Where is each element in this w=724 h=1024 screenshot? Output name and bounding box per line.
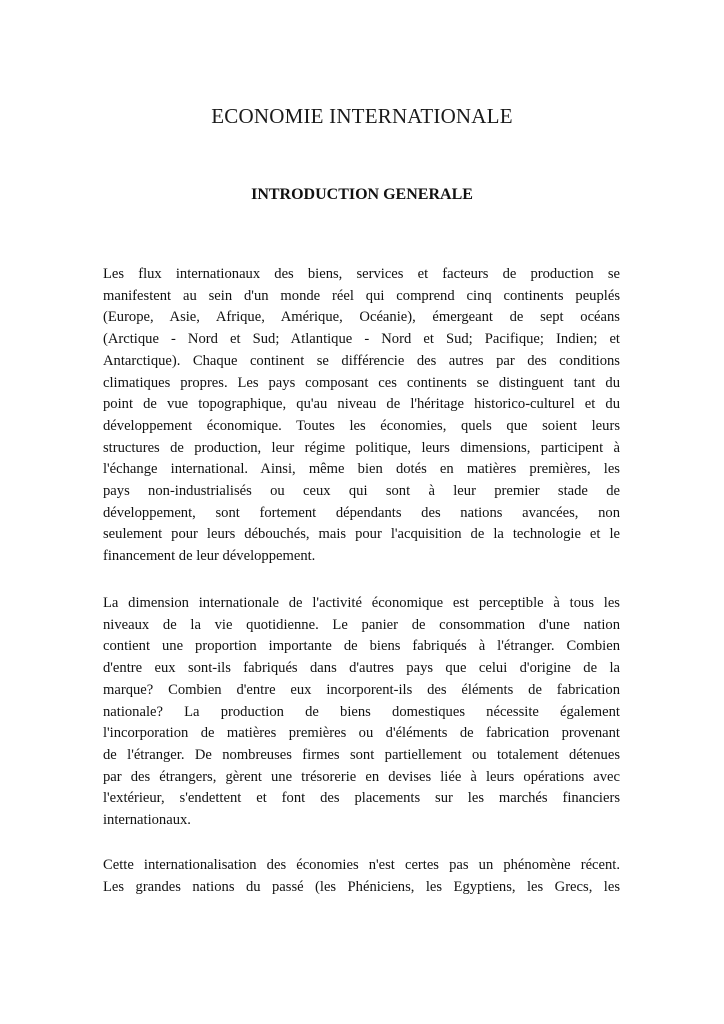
paragraph-line: seulement pour leurs débouchés, mais pour l'acquisition de la technologie et le: [103, 526, 620, 543]
paragraph-line: Cette internationalisation des économies n'est certes pas un phénomène récent.: [103, 857, 620, 873]
paragraph-line: de l'étranger. De nombreuses firmes sont partiellement ou totalement détenues: [103, 746, 620, 763]
paragraph-line: financement de leur développement.: [103, 548, 316, 565]
paragraph-line: structures de production, leur régime politique, leurs dimensions, participent à: [103, 439, 620, 456]
paragraph-line: niveaux de la vie quotidienne. Le panier de consommation d'une nation: [103, 616, 620, 633]
paragraph-line: développement, sont fortement dépendants des nations avancées, non: [103, 504, 620, 521]
paragraph-line: Antarctique). Chaque continent se différencie des autres par des conditions: [103, 352, 620, 369]
paragraph-2: [103, 593, 620, 832]
paragraph-line: climatiques propres. Les pays composant ces continents se distinguent tant du: [103, 374, 620, 391]
paragraph-line: (Arctique - Nord et Sud; Atlantique - Nord et Sud; Pacifique; Indien; et: [103, 331, 620, 348]
paragraph-line: d'entre eux sont-ils fabriqués dans d'autres pays que celui d'origine de la: [103, 660, 620, 677]
paragraph-line: Les grandes nations du passé (les Phéniciens, les Egyptiens, les Grecs, les: [103, 878, 620, 895]
paragraph-line: internationaux.: [103, 812, 191, 829]
paragraph-line: (Europe, Asie, Afrique, Amérique, Océanie), émergeant de sept océans: [103, 309, 620, 326]
paragraph-line: La dimension internationale de l'activité économique est perceptible à tous les: [103, 595, 620, 611]
paragraph-line: par des étrangers, gèrent une trésorerie en devises liée à leurs opérations avec: [103, 768, 620, 785]
paragraph-line: point de vue topographique, qu'au niveau de l'héritage historico-culturel et du: [103, 396, 620, 413]
paragraph-line: développement économique. Toutes les économies, quels que soient leurs: [103, 417, 620, 434]
paragraph-line: manifestent au sein d'un monde réel qui comprend cinq continents peuplés: [103, 287, 620, 304]
paragraph-line: l'extérieur, s'endettent et font des placements sur les marchés financiers: [103, 790, 620, 807]
paragraph-3: [103, 855, 620, 898]
paragraph-line: contient une proportion importante de biens fabriqués à l'étranger. Combien: [103, 638, 620, 655]
paragraph-1: [103, 264, 620, 568]
paragraph-line: marque? Combien d'entre eux incorporent-ils des éléments de fabrication: [103, 681, 620, 698]
section-heading: INTRODUCTION GENERALE: [251, 186, 473, 203]
paragraph-line: nationale? La production de biens domestiques nécessite également: [103, 703, 620, 720]
paragraph-line: Les flux internationaux des biens, services et facteurs de production se: [103, 266, 620, 282]
document-title: ECONOMIE INTERNATIONALE: [211, 104, 513, 128]
paragraph-line: pays non-industrialisés ou ceux qui sont à leur premier stade de: [103, 483, 620, 500]
paragraph-line: l'échange international. Ainsi, même bien dotés en matières premières, les: [103, 461, 620, 478]
paragraph-line: l'incorporation de matières premières ou d'éléments de fabrication provenant: [103, 725, 620, 742]
